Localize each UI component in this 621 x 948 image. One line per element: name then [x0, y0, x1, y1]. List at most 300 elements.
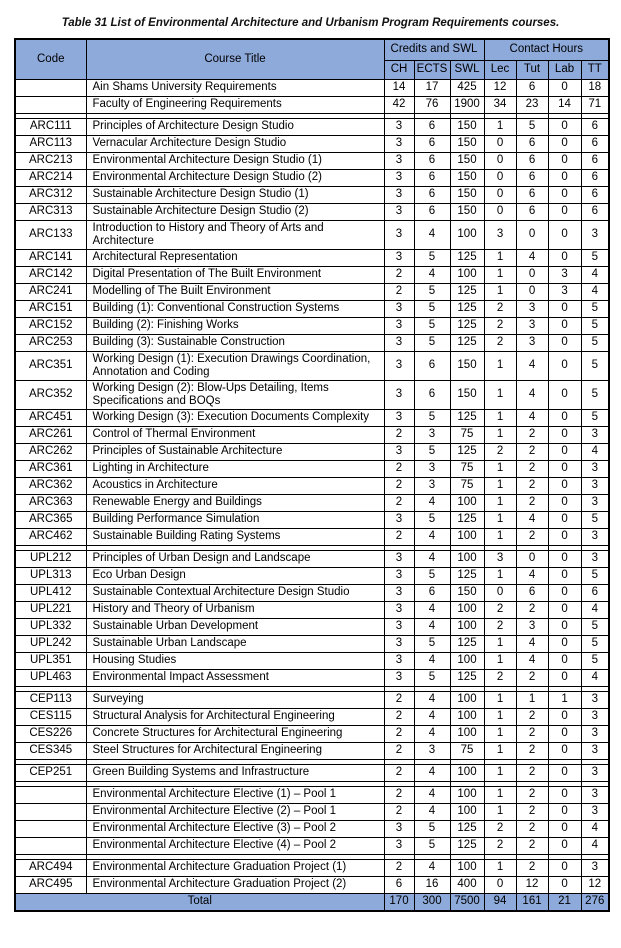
value-cell: 0: [484, 186, 516, 203]
value-cell: 0: [548, 618, 581, 635]
code-cell: ARC313: [15, 203, 86, 220]
code-cell: ARC133: [15, 220, 86, 249]
value-cell: 1: [484, 528, 516, 545]
value-cell: 125: [450, 669, 484, 686]
value-cell: 4: [414, 708, 450, 725]
value-cell: 4: [581, 283, 609, 300]
value-cell: 0: [548, 494, 581, 511]
value-cell: 3: [581, 742, 609, 759]
value-cell: 125: [450, 443, 484, 460]
value-cell: 3: [581, 460, 609, 477]
value-cell: 4: [414, 786, 450, 803]
value-cell: 0: [484, 135, 516, 152]
value-cell: 1: [516, 691, 548, 708]
table-row: [15, 152, 609, 169]
value-cell: 2: [484, 669, 516, 686]
value-cell: 3: [516, 618, 548, 635]
value-cell: 1: [484, 567, 516, 584]
value-cell: 6: [581, 203, 609, 220]
value-cell: 5: [516, 118, 548, 135]
value-cell: 2: [516, 708, 548, 725]
table-row: [15, 249, 609, 266]
value-cell: 3: [384, 550, 414, 567]
value-cell: 2: [384, 528, 414, 545]
table-row: [15, 334, 609, 351]
course-title-cell: Building Performance Simulation: [86, 511, 384, 528]
value-cell: 150: [450, 186, 484, 203]
value-cell: 6: [384, 876, 414, 893]
value-cell: 6: [516, 152, 548, 169]
value-cell: 2: [384, 691, 414, 708]
value-cell: 3: [384, 169, 414, 186]
value-cell: 6: [414, 135, 450, 152]
code-cell: CES115: [15, 708, 86, 725]
course-title-cell: Sustainable Architecture Design Studio (2): [86, 203, 384, 220]
header-lec: Lec: [484, 60, 516, 79]
value-cell: 6: [414, 186, 450, 203]
value-cell: 3: [384, 443, 414, 460]
code-cell: [15, 79, 86, 96]
code-cell: ARC495: [15, 876, 86, 893]
value-cell: 3: [581, 494, 609, 511]
course-title-cell: Concrete Structures for Architectural Engineering: [86, 725, 384, 742]
code-cell: ARC151: [15, 300, 86, 317]
code-cell: ARC214: [15, 169, 86, 186]
value-cell: 3: [516, 334, 548, 351]
code-cell: ARC451: [15, 409, 86, 426]
value-cell: 150: [450, 169, 484, 186]
value-cell: 125: [450, 300, 484, 317]
value-cell: 6: [516, 203, 548, 220]
value-cell: 6: [581, 169, 609, 186]
code-cell: ARC494: [15, 859, 86, 876]
value-cell: 150: [450, 203, 484, 220]
table-row: [15, 351, 609, 380]
value-cell: 425: [450, 79, 484, 96]
value-cell: 3: [581, 725, 609, 742]
value-cell: 100: [450, 528, 484, 545]
value-cell: 2: [516, 803, 548, 820]
value-cell: 2: [484, 601, 516, 618]
course-title-cell: Control of Thermal Environment: [86, 426, 384, 443]
value-cell: 100: [450, 494, 484, 511]
total-label-cell: Total: [15, 893, 384, 911]
header-tut: Tut: [516, 60, 548, 79]
value-cell: 6: [581, 135, 609, 152]
table-row: [15, 764, 609, 781]
value-cell: 34: [484, 96, 516, 113]
value-cell: 5: [581, 567, 609, 584]
header-tt: TT: [581, 60, 609, 79]
value-cell: 1: [484, 351, 516, 380]
value-cell: 6: [581, 584, 609, 601]
course-title-cell: Faculty of Engineering Requirements: [86, 96, 384, 113]
value-cell: 1: [484, 380, 516, 409]
value-cell: 6: [414, 584, 450, 601]
value-cell: 100: [450, 601, 484, 618]
value-cell: 75: [450, 460, 484, 477]
value-cell: 4: [516, 351, 548, 380]
course-title-cell: Environmental Architecture Elective (3) – Pool 2: [86, 820, 384, 837]
code-cell: UPL463: [15, 669, 86, 686]
value-cell: 2: [384, 477, 414, 494]
value-cell: 4: [414, 859, 450, 876]
value-cell: 0: [516, 220, 548, 249]
value-cell: 12: [516, 876, 548, 893]
value-cell: 3: [384, 203, 414, 220]
value-cell: 0: [484, 876, 516, 893]
value-cell: 100: [450, 786, 484, 803]
code-cell: [15, 803, 86, 820]
course-title-cell: Acoustics in Architecture: [86, 477, 384, 494]
value-cell: 5: [414, 443, 450, 460]
value-cell: 2: [484, 443, 516, 460]
code-cell: CEP113: [15, 691, 86, 708]
value-cell: 0: [548, 186, 581, 203]
value-cell: 5: [414, 249, 450, 266]
header-lab: Lab: [548, 60, 581, 79]
table-row: [15, 477, 609, 494]
value-cell: 4: [414, 550, 450, 567]
code-cell: CES345: [15, 742, 86, 759]
value-cell: 1: [484, 764, 516, 781]
value-cell: 6: [516, 186, 548, 203]
value-cell: 4: [581, 820, 609, 837]
value-cell: 1: [484, 708, 516, 725]
value-cell: 125: [450, 511, 484, 528]
value-cell: 4: [516, 380, 548, 409]
value-cell: 4: [516, 511, 548, 528]
table-row: [15, 528, 609, 545]
table-row: [15, 859, 609, 876]
value-cell: 2: [484, 618, 516, 635]
table-row: [15, 725, 609, 742]
value-cell: 6: [581, 152, 609, 169]
value-cell: 3: [581, 426, 609, 443]
table-caption: Table 31 List of Environmental Architecture and Urbanism Program Requirements courses.: [61, 17, 560, 29]
value-cell: 100: [450, 652, 484, 669]
code-cell: ARC261: [15, 426, 86, 443]
value-cell: 1900: [450, 96, 484, 113]
code-cell: ARC141: [15, 249, 86, 266]
value-cell: 5: [414, 635, 450, 652]
value-cell: 125: [450, 283, 484, 300]
value-cell: 0: [548, 601, 581, 618]
value-cell: 0: [548, 635, 581, 652]
value-cell: 0: [548, 859, 581, 876]
value-cell: 0: [548, 203, 581, 220]
value-cell: 0: [548, 820, 581, 837]
course-title-cell: Modelling of The Built Environment: [86, 283, 384, 300]
code-cell: ARC361: [15, 460, 86, 477]
value-cell: 0: [548, 300, 581, 317]
table-header: [15, 39, 609, 79]
value-cell: 5: [414, 334, 450, 351]
value-cell: 100: [450, 550, 484, 567]
value-cell: 0: [548, 317, 581, 334]
value-cell: 2: [384, 708, 414, 725]
value-cell: 2: [516, 859, 548, 876]
code-cell: ARC462: [15, 528, 86, 545]
value-cell: 0: [548, 876, 581, 893]
code-cell: UPL221: [15, 601, 86, 618]
value-cell: 14: [548, 96, 581, 113]
value-cell: 1: [484, 691, 516, 708]
value-cell: 4: [414, 220, 450, 249]
value-cell: 4: [516, 249, 548, 266]
total-value-cell: 170: [384, 893, 414, 911]
code-cell: ARC352: [15, 380, 86, 409]
value-cell: 75: [450, 742, 484, 759]
value-cell: 3: [414, 477, 450, 494]
value-cell: 0: [548, 803, 581, 820]
value-cell: 2: [384, 460, 414, 477]
value-cell: 71: [581, 96, 609, 113]
value-cell: 5: [414, 669, 450, 686]
value-cell: 1: [548, 691, 581, 708]
value-cell: 1: [484, 266, 516, 283]
value-cell: 4: [581, 266, 609, 283]
value-cell: 1: [484, 511, 516, 528]
header-code: Code: [15, 39, 86, 79]
code-cell: ARC241: [15, 283, 86, 300]
value-cell: 1: [484, 786, 516, 803]
value-cell: 1: [484, 118, 516, 135]
value-cell: 3: [384, 351, 414, 380]
value-cell: 3: [384, 601, 414, 618]
header-ch: CH: [384, 60, 414, 79]
value-cell: 6: [581, 186, 609, 203]
value-cell: 4: [516, 567, 548, 584]
table-row: [15, 669, 609, 686]
course-title-cell: Principles of Sustainable Architecture: [86, 443, 384, 460]
value-cell: 16: [414, 876, 450, 893]
value-cell: 1: [484, 249, 516, 266]
value-cell: 2: [384, 803, 414, 820]
header-contact-group: Contact Hours: [484, 39, 609, 60]
code-cell: [15, 837, 86, 854]
value-cell: 6: [414, 203, 450, 220]
value-cell: 5: [581, 635, 609, 652]
value-cell: 3: [548, 266, 581, 283]
value-cell: 100: [450, 708, 484, 725]
value-cell: 2: [516, 601, 548, 618]
value-cell: 3: [516, 300, 548, 317]
value-cell: 5: [414, 283, 450, 300]
course-title-cell: Green Building Systems and Infrastructure: [86, 764, 384, 781]
header-course-title: Course Title: [86, 39, 384, 79]
table-row: [15, 876, 609, 893]
table-row: [15, 317, 609, 334]
value-cell: 5: [581, 300, 609, 317]
value-cell: 150: [450, 152, 484, 169]
value-cell: 6: [414, 380, 450, 409]
value-cell: 17: [414, 79, 450, 96]
value-cell: 3: [581, 708, 609, 725]
course-title-cell: Building (3): Sustainable Construction: [86, 334, 384, 351]
value-cell: 3: [548, 283, 581, 300]
value-cell: 0: [548, 511, 581, 528]
value-cell: 5: [414, 409, 450, 426]
value-cell: 3: [581, 803, 609, 820]
value-cell: 18: [581, 79, 609, 96]
value-cell: 1: [484, 477, 516, 494]
value-cell: 1: [484, 460, 516, 477]
value-cell: 4: [414, 803, 450, 820]
value-cell: 5: [581, 334, 609, 351]
value-cell: 1: [484, 742, 516, 759]
table-row: [15, 135, 609, 152]
value-cell: 125: [450, 567, 484, 584]
value-cell: 1: [484, 859, 516, 876]
course-title-cell: Surveying: [86, 691, 384, 708]
table-row: [15, 380, 609, 409]
value-cell: 150: [450, 351, 484, 380]
table-row: [15, 169, 609, 186]
code-cell: ARC111: [15, 118, 86, 135]
value-cell: 0: [548, 764, 581, 781]
value-cell: 2: [516, 443, 548, 460]
value-cell: 14: [384, 79, 414, 96]
table-row: [15, 203, 609, 220]
table-row: [15, 300, 609, 317]
course-title-cell: Principles of Architecture Design Studio: [86, 118, 384, 135]
course-title-cell: History and Theory of Urbanism: [86, 601, 384, 618]
value-cell: 4: [414, 494, 450, 511]
total-value-cell: 94: [484, 893, 516, 911]
code-cell: ARC253: [15, 334, 86, 351]
value-cell: 2: [516, 725, 548, 742]
value-cell: 0: [516, 283, 548, 300]
value-cell: 4: [516, 652, 548, 669]
value-cell: 3: [384, 118, 414, 135]
value-cell: 12: [581, 876, 609, 893]
table-row: [15, 220, 609, 249]
value-cell: 5: [581, 511, 609, 528]
value-cell: 4: [414, 725, 450, 742]
course-title-cell: Structural Analysis for Architectural Engineering: [86, 708, 384, 725]
value-cell: 75: [450, 477, 484, 494]
value-cell: 3: [581, 528, 609, 545]
value-cell: 3: [581, 764, 609, 781]
value-cell: 6: [414, 152, 450, 169]
value-cell: 4: [581, 837, 609, 854]
value-cell: 0: [548, 550, 581, 567]
course-title-cell: Environmental Architecture Design Studio (2): [86, 169, 384, 186]
value-cell: 3: [384, 334, 414, 351]
value-cell: 6: [516, 79, 548, 96]
value-cell: 4: [581, 669, 609, 686]
code-cell: UPL242: [15, 635, 86, 652]
value-cell: 2: [384, 266, 414, 283]
course-title-cell: Vernacular Architecture Design Studio: [86, 135, 384, 152]
code-cell: UPL412: [15, 584, 86, 601]
course-title-cell: Steel Structures for Architectural Engineering: [86, 742, 384, 759]
value-cell: 100: [450, 725, 484, 742]
value-cell: 0: [484, 169, 516, 186]
header-group-row: [15, 39, 609, 60]
value-cell: 0: [548, 443, 581, 460]
value-cell: 2: [516, 669, 548, 686]
value-cell: 3: [581, 220, 609, 249]
value-cell: 6: [414, 351, 450, 380]
course-title-cell: Sustainable Architecture Design Studio (1): [86, 186, 384, 203]
value-cell: 150: [450, 584, 484, 601]
value-cell: 3: [581, 859, 609, 876]
course-title-cell: Building (2): Finishing Works: [86, 317, 384, 334]
total-value-cell: 21: [548, 893, 581, 911]
code-cell: [15, 786, 86, 803]
value-cell: 3: [384, 186, 414, 203]
table-row: [15, 460, 609, 477]
value-cell: 2: [384, 494, 414, 511]
value-cell: 0: [548, 118, 581, 135]
code-cell: ARC142: [15, 266, 86, 283]
value-cell: 75: [450, 426, 484, 443]
value-cell: 5: [414, 300, 450, 317]
table-row: [15, 803, 609, 820]
value-cell: 1: [484, 803, 516, 820]
table-row: [15, 494, 609, 511]
code-cell: CEP251: [15, 764, 86, 781]
code-cell: ARC113: [15, 135, 86, 152]
value-cell: 2: [516, 820, 548, 837]
value-cell: 0: [548, 409, 581, 426]
value-cell: 5: [414, 820, 450, 837]
value-cell: 1: [484, 652, 516, 669]
value-cell: 3: [384, 380, 414, 409]
value-cell: 6: [516, 169, 548, 186]
value-cell: 2: [516, 460, 548, 477]
value-cell: 3: [384, 567, 414, 584]
value-cell: 3: [414, 426, 450, 443]
value-cell: 0: [548, 152, 581, 169]
value-cell: 4: [516, 409, 548, 426]
value-cell: 3: [581, 550, 609, 567]
value-cell: 5: [581, 317, 609, 334]
table-row: [15, 635, 609, 652]
table-row: [15, 567, 609, 584]
value-cell: 4: [414, 618, 450, 635]
value-cell: 3: [384, 652, 414, 669]
value-cell: 125: [450, 317, 484, 334]
value-cell: 3: [384, 220, 414, 249]
table-row: [15, 511, 609, 528]
value-cell: 0: [548, 786, 581, 803]
table-row: [15, 601, 609, 618]
table-row: [15, 409, 609, 426]
table-row: [15, 708, 609, 725]
value-cell: 3: [384, 511, 414, 528]
value-cell: 3: [384, 300, 414, 317]
value-cell: 0: [548, 460, 581, 477]
table-row: [15, 837, 609, 854]
value-cell: 4: [414, 266, 450, 283]
table-body: [15, 79, 609, 911]
course-title-cell: Housing Studies: [86, 652, 384, 669]
value-cell: 0: [548, 725, 581, 742]
value-cell: 6: [516, 584, 548, 601]
table-row: [15, 652, 609, 669]
course-title-cell: Sustainable Urban Landscape: [86, 635, 384, 652]
value-cell: 2: [384, 283, 414, 300]
value-cell: 3: [384, 669, 414, 686]
value-cell: 0: [548, 135, 581, 152]
value-cell: 2: [384, 725, 414, 742]
value-cell: 0: [484, 203, 516, 220]
course-title-cell: Environmental Architecture Design Studio (1): [86, 152, 384, 169]
value-cell: 0: [548, 567, 581, 584]
